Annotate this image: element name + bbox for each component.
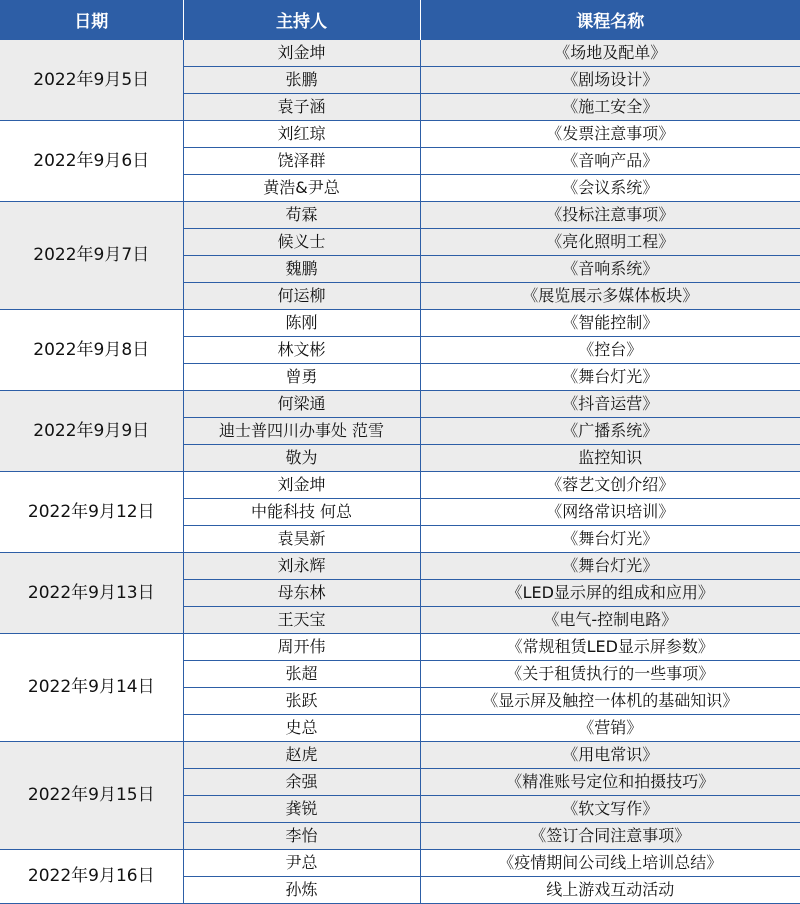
date-cell: 2022年9月8日	[0, 309, 183, 390]
course-cell: 《常规租赁LED显示屏参数》	[420, 633, 800, 660]
host-cell: 刘金坤	[183, 39, 420, 66]
table-row	[0, 741, 800, 768]
host-cell: 张超	[183, 660, 420, 687]
host-cell: 袁昊新	[183, 525, 420, 552]
course-cell: 《智能控制》	[420, 309, 800, 336]
date-cell: 2022年9月15日	[0, 741, 183, 849]
course-cell: 《会议系统》	[420, 174, 800, 201]
host-cell: 王天宝	[183, 606, 420, 633]
table-row	[0, 471, 800, 498]
host-cell: 刘红琼	[183, 120, 420, 147]
host-cell: 余强	[183, 768, 420, 795]
course-cell: 《场地及配单》	[420, 39, 800, 66]
header-course: 课程名称	[420, 0, 800, 39]
course-cell: 《剧场设计》	[420, 66, 800, 93]
course-cell: 《抖音运营》	[420, 390, 800, 417]
course-cell: 《舞台灯光》	[420, 363, 800, 390]
course-cell: 《施工安全》	[420, 93, 800, 120]
course-cell: 《舞台灯光》	[420, 552, 800, 579]
header-row	[0, 0, 800, 39]
course-cell: 《电气-控制电路》	[420, 606, 800, 633]
course-cell: 《音响系统》	[420, 255, 800, 282]
course-cell: 《关于租赁执行的一些事项》	[420, 660, 800, 687]
course-cell: 《精准账号定位和拍摄技巧》	[420, 768, 800, 795]
table-row	[0, 849, 800, 876]
host-cell: 袁子涵	[183, 93, 420, 120]
date-cell: 2022年9月9日	[0, 390, 183, 471]
course-cell: 《亮化照明工程》	[420, 228, 800, 255]
host-cell: 赵虎	[183, 741, 420, 768]
host-cell: 尹总	[183, 849, 420, 876]
host-cell: 张跃	[183, 687, 420, 714]
host-cell: 李怡	[183, 822, 420, 849]
date-cell: 2022年9月12日	[0, 471, 183, 552]
host-cell: 中能科技 何总	[183, 498, 420, 525]
schedule-body	[0, 39, 800, 903]
table-row	[0, 201, 800, 228]
host-cell: 魏鹏	[183, 255, 420, 282]
host-cell: 张鹏	[183, 66, 420, 93]
host-cell: 迪士普四川办事处 范雪	[183, 417, 420, 444]
date-cell: 2022年9月14日	[0, 633, 183, 741]
host-cell: 饶泽群	[183, 147, 420, 174]
course-cell: 《网络常识培训》	[420, 498, 800, 525]
host-cell: 陈刚	[183, 309, 420, 336]
course-cell: 《投标注意事项》	[420, 201, 800, 228]
date-cell: 2022年9月7日	[0, 201, 183, 309]
host-cell: 何运柳	[183, 282, 420, 309]
course-cell: 《签订合同注意事项》	[420, 822, 800, 849]
course-cell: 线上游戏互动活动	[420, 876, 800, 903]
course-cell: 《音响产品》	[420, 147, 800, 174]
host-cell: 周开伟	[183, 633, 420, 660]
course-cell: 《发票注意事项》	[420, 120, 800, 147]
table-row	[0, 120, 800, 147]
host-cell: 孙炼	[183, 876, 420, 903]
course-cell: 《显示屏及触控一体机的基础知识》	[420, 687, 800, 714]
table-row	[0, 633, 800, 660]
host-cell: 刘永辉	[183, 552, 420, 579]
table-row	[0, 552, 800, 579]
course-cell: 《LED显示屏的组成和应用》	[420, 579, 800, 606]
course-cell: 《控台》	[420, 336, 800, 363]
course-cell: 监控知识	[420, 444, 800, 471]
host-cell: 何梁通	[183, 390, 420, 417]
header-date: 日期	[0, 0, 183, 39]
host-cell: 黄浩&尹总	[183, 174, 420, 201]
course-cell: 《软文写作》	[420, 795, 800, 822]
date-cell: 2022年9月6日	[0, 120, 183, 201]
table-row	[0, 39, 800, 66]
host-cell: 刘金坤	[183, 471, 420, 498]
date-cell: 2022年9月16日	[0, 849, 183, 903]
host-cell: 母东林	[183, 579, 420, 606]
host-cell: 候义士	[183, 228, 420, 255]
course-cell: 《舞台灯光》	[420, 525, 800, 552]
host-cell: 曾勇	[183, 363, 420, 390]
table-row	[0, 309, 800, 336]
host-cell: 苟霖	[183, 201, 420, 228]
date-cell: 2022年9月13日	[0, 552, 183, 633]
header-host: 主持人	[183, 0, 420, 39]
table-row	[0, 390, 800, 417]
course-cell: 《蓉艺文创介绍》	[420, 471, 800, 498]
course-cell: 《营销》	[420, 714, 800, 741]
host-cell: 史总	[183, 714, 420, 741]
host-cell: 龚锐	[183, 795, 420, 822]
course-cell: 《用电常识》	[420, 741, 800, 768]
date-cell: 2022年9月5日	[0, 39, 183, 120]
course-cell: 《展览展示多媒体板块》	[420, 282, 800, 309]
course-cell: 《广播系统》	[420, 417, 800, 444]
host-cell: 林文彬	[183, 336, 420, 363]
course-cell: 《疫情期间公司线上培训总结》	[420, 849, 800, 876]
host-cell: 敬为	[183, 444, 420, 471]
